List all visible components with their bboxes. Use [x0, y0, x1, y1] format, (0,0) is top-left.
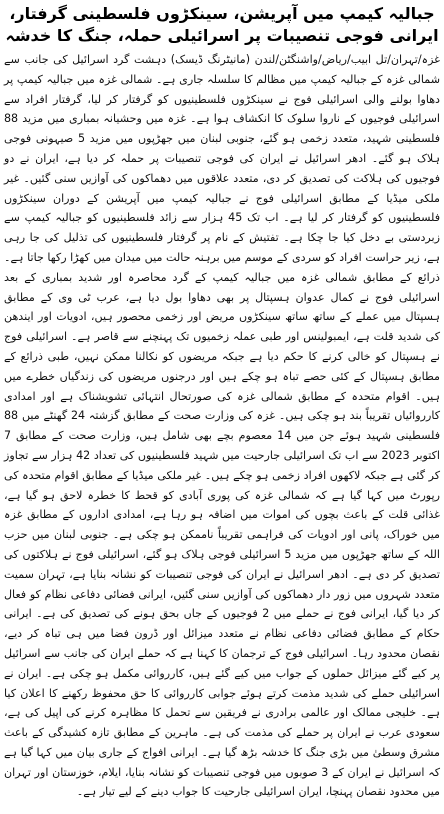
article-body: غزہ/تہران/تل ابیب/ریاض/واشنگٹن/لندن (مانیٹرنگ ڈیسک) دہشت گرد اسرائیل کی جانب سے شمالی غزہ کے جبالیہ کیمپ میں مظالم کا سلسلہ جاری ہے۔ شمالی غزہ میں جبالیہ کیمپ پر دھاوا بولنے والی اسرائیلی فوج نے سینکڑوں فلسطینیوں کو گرفتار کر لیا، گرفتار افراد سے اسرائیلی فوجیوں کے ناروا سلوک کا انکشاف ہوا ہے۔ غزہ میں وحشیانہ بمباری میں مزید 88 فلسطینی شہید، متعدد زخمی ہو گئے، جنوبی لبنان میں جھڑپوں میں مزید 5 صیہونی فوجی ہلاک ہو گئے۔ ادھر اسرائیل نے ایران کی فوجی تنصیبات پر حملہ کر دیا ہے، ایران نے دو فوجیوں کی ہلاکت کی تصدیق کر دی، متعدد علاقوں میں دھماکوں کی آوازیں سنی گئیں۔ غیر ملکی میڈیا کے مطابق اسرائیلی فوج نے جبالیہ کیمپ میں آپریشن کے دوران سینکڑوں فلسطینیوں کو گرفتار کر لیا ہے۔ اب تک 45 ہزار سے زائد فلسطینیوں کو جبالیہ کیمپ سے زبردستی بے دخل کیا جا چکا ہے۔ تفتیش کے نام پر گرفتار فلسطینیوں کی تذلیل کی جا رہی ہے، زیر حراست افراد کو سردی کے موسم میں برہنہ حالت میں میدان میں کھڑا رکھا جاتا ہے۔ ذرائع کے مطابق شمالی غزہ میں جبالیہ کیمپ کے گرد محاصرہ اور شدید بمباری کے بعد اسرائیلی فوج نے کمال عدوان ہسپتال پر بھی دھاوا بول دیا ہے، عرب ٹی وی کے مطابق ہسپتال میں عملے کے ساتھ ساتھ سینکڑوں مریض اور زخمی محصور ہیں، ادویات اور ایندھن کی شدید قلت ہے، ایمبولینس اور طبی عملہ زخمیوں تک پہنچنے سے قاصر ہے۔ اسرائیلی فوج نے ہسپتال کو خالی کرنے کا حکم دیا ہے جبکہ مریضوں کو نکالنا ممکن نہیں، طبی ذرائع کے مطابق ہسپتال کے کئی حصے تباہ ہو چکے ہیں اور درجنوں مریضوں کی زندگیاں خطرے میں ہیں۔ اقوام متحدہ کے مطابق شمالی غزہ کی صورتحال انتہائی تشویشناک ہے اور امدادی کارروائیاں تقریباً بند ہو چکی ہیں۔ غزہ کی وزارت صحت کے مطابق گزشتہ 24 گھنٹے میں 88 فلسطینی شہید ہوئے جن میں 14 معصوم بچے بھی شامل ہیں، وزارت صحت کے مطابق 7 اکتوبر 2023 سے اب تک اسرائیلی جارحیت میں شہید فلسطینیوں کی تعداد 42 ہزار سے تجاوز کر گئی ہے جبکہ لاکھوں افراد زخمی ہو چکے ہیں۔ غیر ملکی میڈیا کے مطابق اقوام متحدہ کی رپورٹ میں کہا گیا ہے کہ شمالی غزہ کی پوری آبادی کو قحط کا خطرہ لاحق ہو گیا ہے، غذائی قلت کے باعث بچوں کی اموات میں اضافہ ہو رہا ہے، امدادی اداروں کے مطابق غزہ میں خوراک، پانی اور ادویات کی فراہمی تقریباً ناممکن ہو چکی ہے۔ جنوبی لبنان میں حزب اللہ کے ساتھ جھڑپوں میں مزید 5 اسرائیلی فوجی ہلاک ہو گئے، اسرائیلی فوج نے ہلاکتوں کی تصدیق کر دی ہے۔ ادھر اسرائیل نے ایران کی فوجی تنصیبات کو نشانہ بنایا ہے، تہران سمیت متعدد شہروں میں زور دار دھماکوں کی آوازیں سنی گئیں، ایرانی فضائی دفاعی نظام کو فعال کر دیا گیا، ایرانی فوج نے حملے میں 2 فوجیوں کے جاں بحق ہونے کی تصدیق کی ہے۔ ایرانی حکام کے مطابق فضائی دفاعی نظام نے متعدد میزائل اور ڈرون فضا میں ہی تباہ کر دیے، نقصان محدود رہا۔ اسرائیلی فوج کے ترجمان کا کہنا ہے کہ حملے ایران کی جانب سے اسرائیل پر کیے گئے میزائل حملوں کے جواب میں کیے گئے ہیں، کارروائی مکمل ہو چکی ہے۔ ایران نے اسرائیلی حملے کی شدید مذمت کرتے ہوئے جوابی کارروائی کا حق محفوظ رکھنے کا اعلان کیا ہے۔ خلیجی ممالک اور عالمی برادری نے فریقین سے تحمل کا مظاہرہ کرنے کی اپیل کی ہے، سعودی عرب نے ایران پر حملے کی مذمت کی ہے۔ ماہرین کے مطابق تازہ کشیدگی کے باعث مشرق وسطیٰ میں بڑی جنگ کا خدشہ بڑھ گیا ہے۔ ایرانی افواج کے جاری بیان میں کہا گیا ہے کہ اسرائیل نے ایران کے 3 صوبوں میں فوجی تنصیبات کو نشانہ بنایا، ایلام، خوزستان اور تہران میں محدود نقصان پہنچا، ایران اسرائیلی جارحیت کا جواب دینے کے لیے تیار ہے۔: [4, 53, 441, 799]
headline: جبالیہ کیمپ میں آپریشن، سینکڑوں فلسطینی گرفتار، ایرانی فوجی تنصیبات پر اسرائیلی حملہ، جنگ کا خدشہ: [5, 4, 439, 45]
